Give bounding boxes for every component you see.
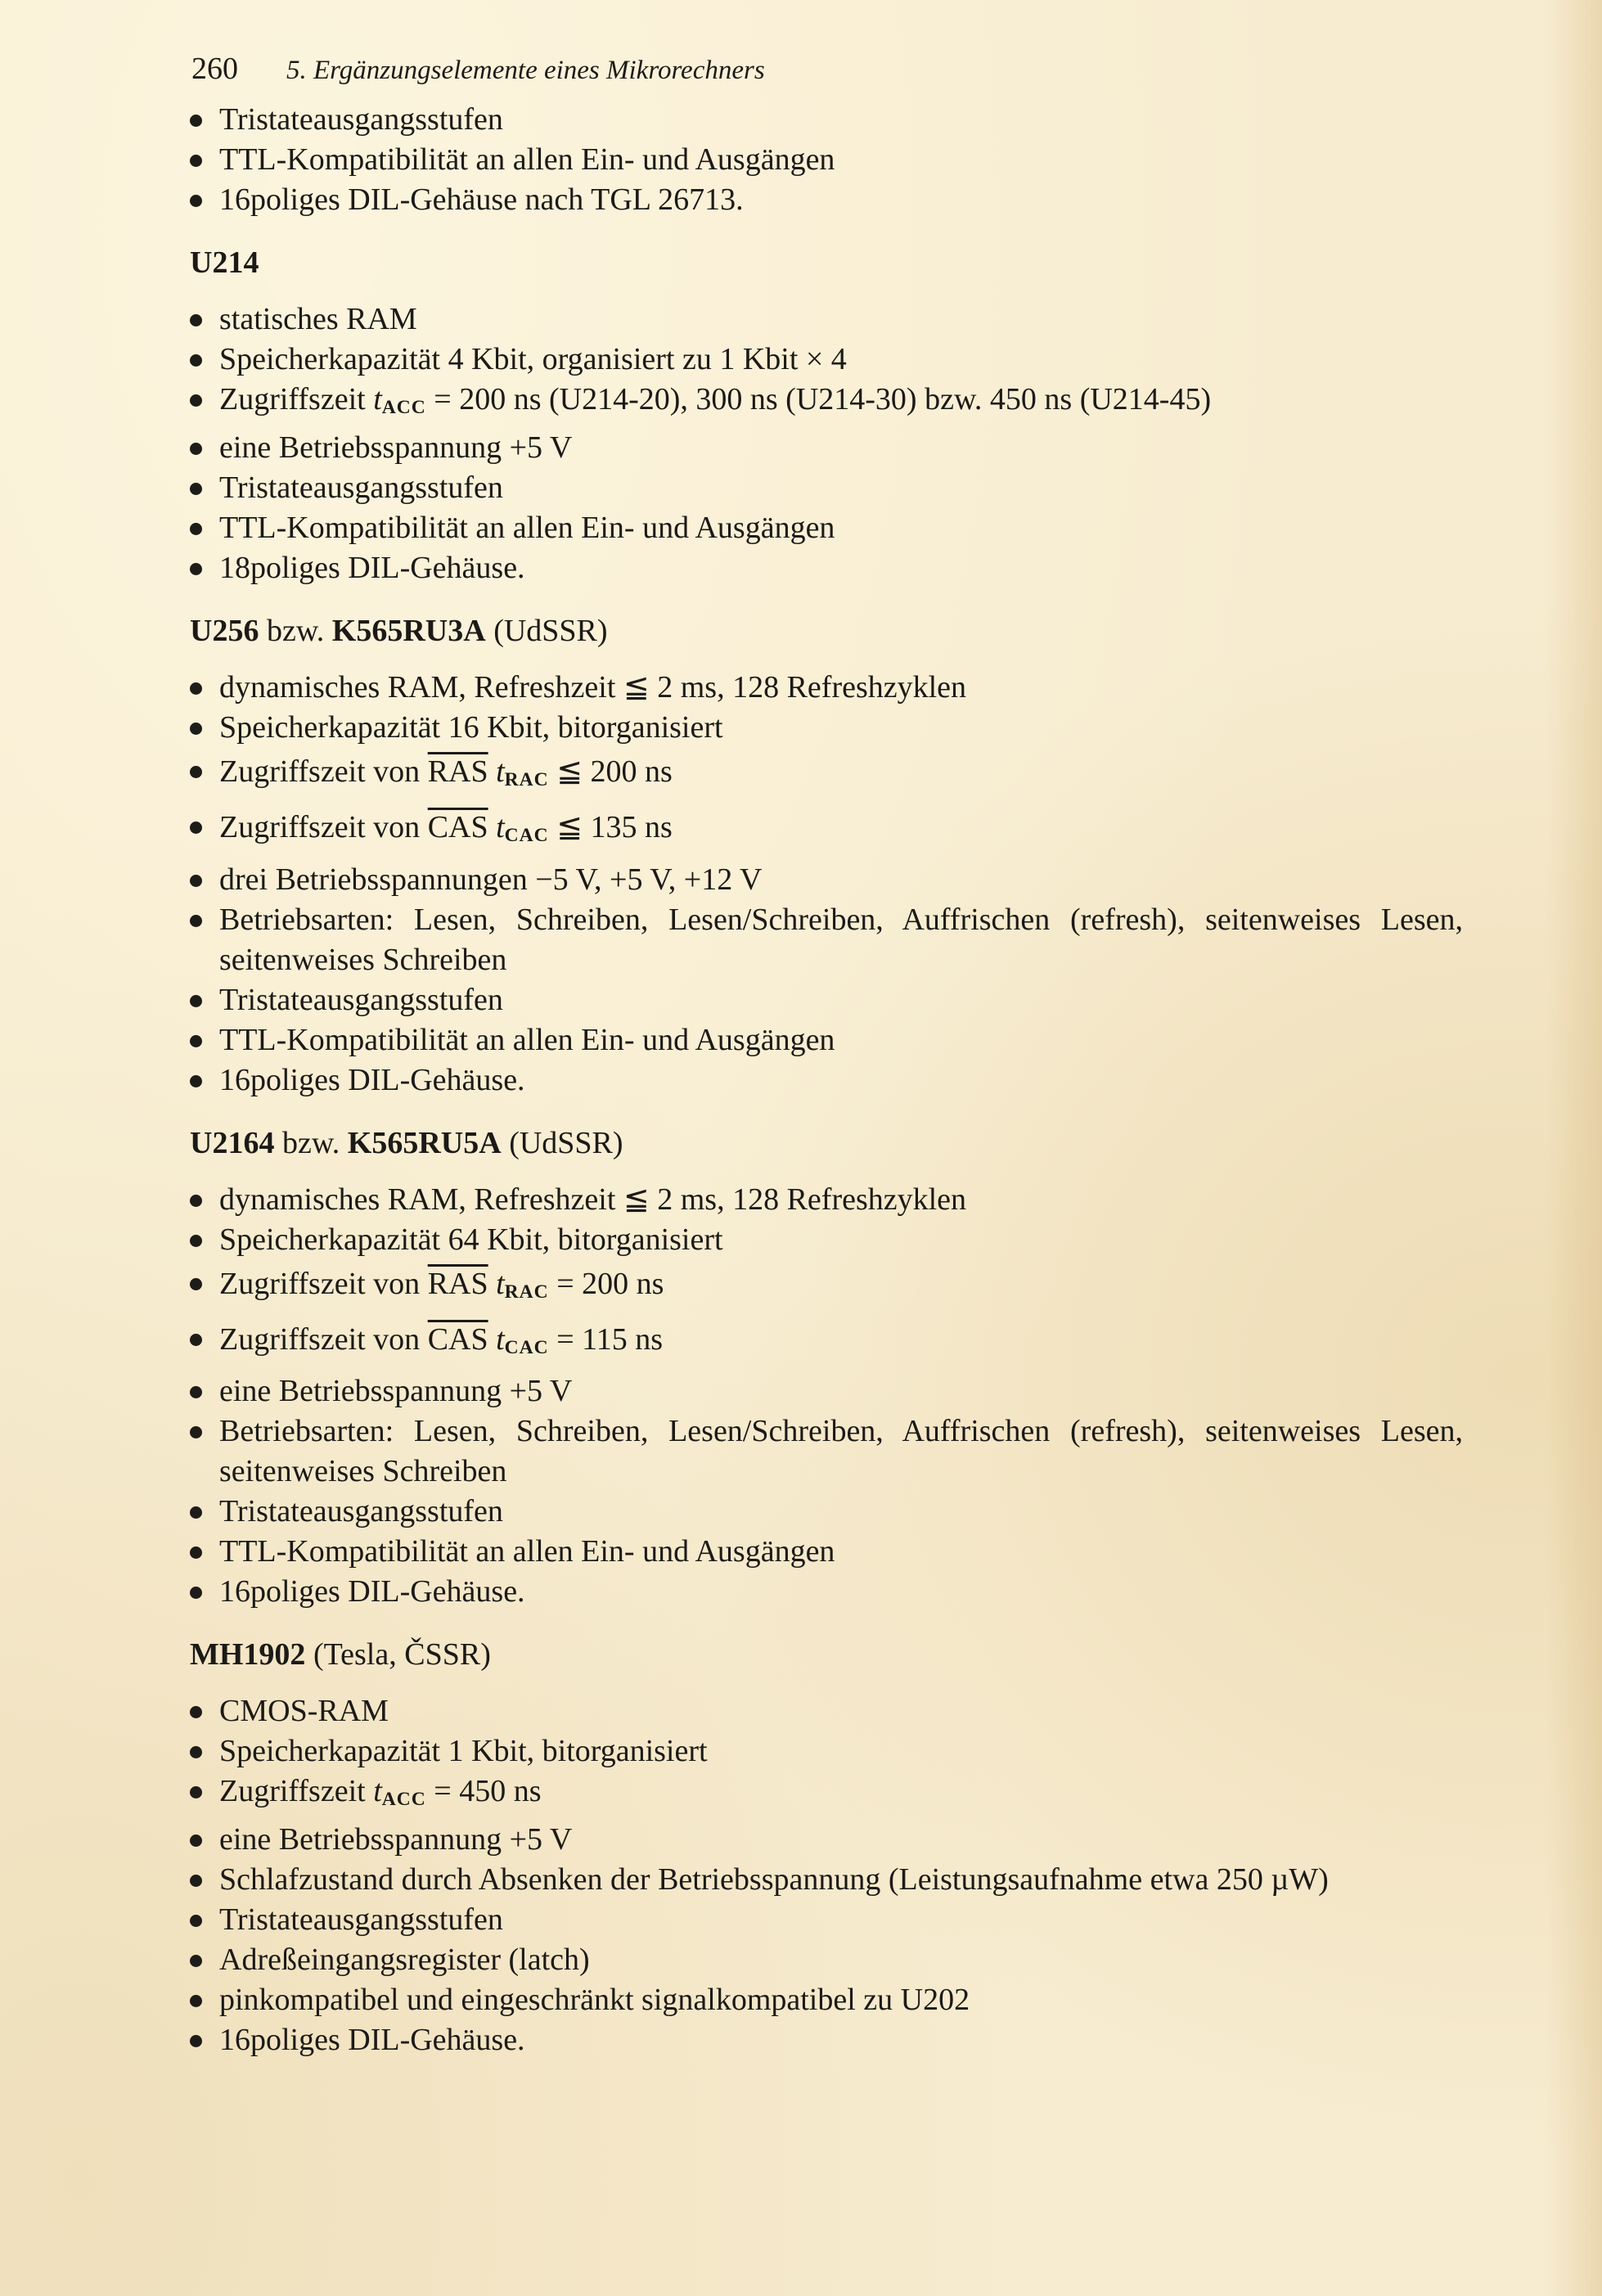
bullet-icon xyxy=(190,1587,202,1599)
section-heading: MH1902 (Tesla, ČSSR) xyxy=(190,1636,491,1672)
list-item: 16poliges DIL-Gehäuse. xyxy=(187,1060,1463,1101)
list-item: Speicherkapazität 16 Kbit, bitorganisiert xyxy=(187,708,1463,748)
bullet-icon xyxy=(190,2035,202,2047)
list-item: dynamisches RAM, Refreshzeit ≦ 2 ms, 128 Refreshzyklen xyxy=(187,1180,1463,1220)
bullet-icon xyxy=(190,195,202,207)
list-item: Zugriffszeit von $\overline{CAS}$ $t_{CAC}$ ≦ 135 ns xyxy=(187,804,1463,859)
bullet-icon xyxy=(190,523,202,535)
list-item: eine Betriebsspannung +5 V xyxy=(187,1820,1463,1860)
bullet-icon xyxy=(190,155,202,167)
bullet-icon xyxy=(190,443,202,455)
bullet-icon xyxy=(190,1995,202,2007)
bullet-icon xyxy=(190,723,202,735)
list-item: Tristateausgangsstufen xyxy=(187,100,1463,140)
list-item: 16poliges DIL-Gehäuse nach TGL 26713. xyxy=(187,180,1463,220)
list-item: Zugriffszeit von $\overline{RAS}$ $t_{RAC} = 200$ ns xyxy=(187,1260,1463,1316)
list-item: 16poliges DIL-Gehäuse. xyxy=(187,1572,1463,1612)
section-heading: U2164 bzw. K565RU5A (UdSSR) xyxy=(190,1125,623,1160)
list-item: Zugriffszeit von $\overline{RAS}$ $t_{RAC}$ ≦ 200 ns xyxy=(187,748,1463,804)
list-item: Tristateausgangsstufen xyxy=(187,1900,1463,1940)
list-item: Zugriffszeit von $\overline{CAS}$ $t_{CAC} = 115$ ns xyxy=(187,1316,1463,1371)
bullet-icon xyxy=(190,1426,202,1438)
bullet-icon xyxy=(190,875,202,887)
list-item: eine Betriebsspannung +5 V xyxy=(187,428,1463,468)
list-item: Zugriffszeit $t_{ACC} = 450$ ns xyxy=(187,1772,1463,1820)
list-item: Speicherkapazität 1 Kbit, bitorganisiert xyxy=(187,1731,1463,1772)
page-edge-shading xyxy=(1545,0,1602,2296)
list-item: 16poliges DIL-Gehäuse. xyxy=(187,2020,1463,2060)
mh1902-list xyxy=(187,1691,1463,2060)
list-item: Betriebsarten: Lesen, Schreiben, Lesen/Schreiben, Auffrischen (refresh), seitenweises Lesen, seitenweises Schreiben xyxy=(187,1411,1463,1492)
list-item: 18poliges DIL-Gehäuse. xyxy=(187,548,1463,588)
list-item: Tristateausgangsstufen xyxy=(187,468,1463,508)
bullet-icon xyxy=(190,563,202,575)
list-item: Betriebsarten: Lesen, Schreiben, Lesen/Schreiben, Auffrischen (refresh), seitenweises Lesen, seitenweises Schreiben xyxy=(187,900,1463,980)
running-title: 5. Ergänzungselemente eines Mikrorechners xyxy=(286,56,765,85)
bullet-icon xyxy=(190,1278,202,1290)
bullet-icon xyxy=(190,1955,202,1967)
bullet-icon xyxy=(190,1706,202,1718)
section-heading: U256 bzw. K565RU3A (UdSSR) xyxy=(190,614,608,649)
list-item: TTL-Kompatibilität an allen Ein- und Ausgängen xyxy=(187,508,1463,548)
bullet-icon xyxy=(190,682,202,695)
bullet-icon xyxy=(190,1235,202,1247)
book-page xyxy=(187,51,1463,2060)
page-number: 260 xyxy=(191,52,238,86)
list-item: drei Betriebsspannungen −5 V, +5 V, +12 V xyxy=(187,860,1463,900)
running-head xyxy=(191,51,1463,100)
bullet-icon xyxy=(190,1075,202,1087)
list-item: Schlafzustand durch Absenken der Betriebsspannung (Leistungsaufnahme etwa 250 µW) xyxy=(187,1860,1463,1900)
bullet-icon xyxy=(190,915,202,927)
bullet-icon xyxy=(190,394,202,407)
intro-list xyxy=(187,100,1463,220)
section-u256 xyxy=(187,611,1463,1100)
bullet-icon xyxy=(190,1386,202,1398)
list-item: Adreßeingangsregister (latch) xyxy=(187,1940,1463,1980)
bullet-icon xyxy=(190,1195,202,1207)
list-item: dynamisches RAM, Refreshzeit ≦ 2 ms, 128 Refreshzyklen xyxy=(187,668,1463,708)
list-item: TTL-Kompatibilität an allen Ein- und Ausgängen xyxy=(187,1020,1463,1060)
list-item: Tristateausgangsstufen xyxy=(187,980,1463,1020)
bullet-icon xyxy=(190,1746,202,1758)
list-item: eine Betriebsspannung +5 V xyxy=(187,1371,1463,1411)
bullet-icon xyxy=(190,1506,202,1519)
bullet-icon xyxy=(190,1035,202,1047)
list-item: pinkompatibel und eingeschränkt signalkompatibel zu U202 xyxy=(187,1980,1463,2020)
bullet-icon xyxy=(190,354,202,367)
bullet-icon xyxy=(190,1786,202,1799)
bullet-icon xyxy=(190,1334,202,1346)
u2164-list xyxy=(187,1180,1463,1612)
section-mh1902 xyxy=(187,1635,1463,2060)
list-item: CMOS-RAM xyxy=(187,1691,1463,1731)
bullet-icon xyxy=(190,1875,202,1887)
list-item: TTL-Kompatibilität an allen Ein- und Ausgängen xyxy=(187,1532,1463,1572)
list-item: Speicherkapazität 64 Kbit, bitorganisiert xyxy=(187,1220,1463,1260)
bullet-icon xyxy=(190,314,202,326)
section-u2164 xyxy=(187,1123,1463,1612)
bullet-icon xyxy=(190,1835,202,1847)
list-item: statisches RAM xyxy=(187,299,1463,340)
list-item: TTL-Kompatibilität an allen Ein- und Ausgängen xyxy=(187,140,1463,180)
list-item: Zugriffszeit $t_{ACC} = 200$ ns (U214-20), 300 ns (U214-30) bzw. 450 ns (U214-45) xyxy=(187,380,1463,428)
u214-list xyxy=(187,299,1463,588)
bullet-icon xyxy=(190,483,202,495)
bullet-icon xyxy=(190,766,202,778)
section-heading: U214 xyxy=(190,245,259,280)
bullet-icon xyxy=(190,1915,202,1927)
list-item: Tristateausgangsstufen xyxy=(187,1492,1463,1532)
u256-list xyxy=(187,668,1463,1100)
bullet-icon xyxy=(190,1546,202,1559)
list-item: Speicherkapazität 4 Kbit, organisiert zu 1 Kbit × 4 xyxy=(187,340,1463,380)
bullet-icon xyxy=(190,995,202,1007)
bullet-icon xyxy=(190,822,202,834)
section-u214 xyxy=(187,243,1463,588)
bullet-icon xyxy=(190,115,202,127)
